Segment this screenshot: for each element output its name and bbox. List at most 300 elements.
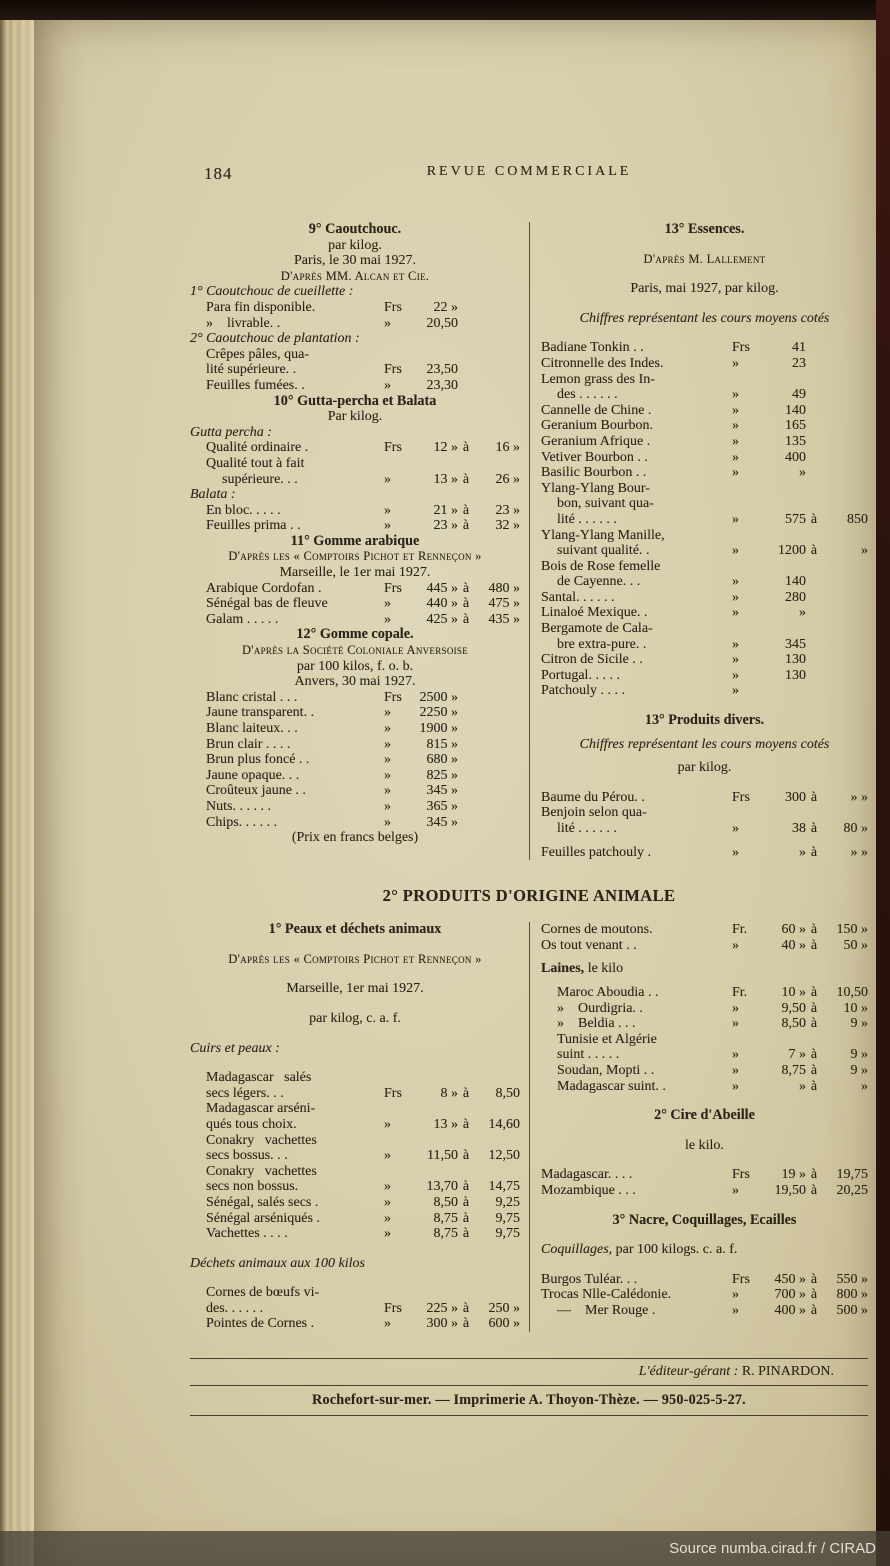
row-label: Feuilles prima . .	[206, 518, 301, 534]
range-separator: à	[462, 1300, 470, 1316]
range-separator: à	[810, 1047, 818, 1063]
footer-divider-middle	[190, 1385, 868, 1386]
row-label: » Ourdigria. .	[557, 1000, 643, 1016]
row-label: secs légers. . .	[206, 1085, 284, 1101]
price-value: 12 »	[433, 440, 458, 456]
price-row	[541, 1079, 868, 1095]
price-row-wrap	[190, 1101, 520, 1117]
price-row	[190, 1301, 520, 1317]
price-value: 280	[785, 589, 806, 605]
row-label: Maroc Aboudia . .	[557, 984, 659, 1000]
price-row-wrap	[190, 1070, 520, 1086]
price-row-wrap	[541, 481, 868, 497]
price-value: 135	[785, 433, 806, 449]
currency-unit: »	[732, 605, 739, 621]
row-label: bre extra-pure. .	[557, 636, 647, 652]
price-value: 345	[785, 636, 806, 652]
currency-unit: »	[732, 667, 739, 683]
row-label: Galam . . . . .	[206, 611, 279, 627]
currency-unit: »	[732, 418, 739, 434]
row-label: bon, suivant qua-	[557, 496, 654, 512]
italic-note: Chiffres représentant les cours moyens cotés	[579, 310, 830, 326]
currency-unit: Fr.	[732, 922, 748, 938]
range-separator: à	[810, 1302, 818, 1318]
price-value: »	[861, 543, 868, 559]
note-line: Par kilog.	[327, 409, 383, 425]
currency-unit: »	[732, 1287, 739, 1303]
price-row-wrap	[541, 621, 868, 637]
range-separator: à	[810, 821, 818, 836]
row-label: Brun clair . . . .	[206, 736, 291, 752]
row-label: Portugal. . . . .	[541, 667, 620, 683]
range-separator: à	[810, 844, 818, 860]
editor-label: L'éditeur-gérant :	[638, 1364, 742, 1380]
currency-unit: Fr.	[732, 984, 748, 1000]
price-value: 7 »	[788, 1047, 806, 1063]
row-label: Madagascar salés	[206, 1070, 312, 1086]
range-separator: à	[462, 502, 470, 518]
row-label: lité supérieure. .	[206, 362, 297, 378]
range-separator: à	[810, 984, 818, 1000]
price-value: 440 »	[426, 596, 458, 612]
price-value: 300	[785, 789, 806, 805]
group-label: 1° Caoutchouc de cueillette :	[190, 284, 354, 300]
note-line: Marseille, 1er mai 1927.	[286, 981, 424, 997]
currency-unit: »	[732, 683, 739, 699]
currency-unit: »	[732, 589, 739, 605]
price-row	[541, 605, 868, 621]
row-label: suint . . . . .	[557, 1047, 620, 1063]
currency-unit: »	[384, 1210, 391, 1226]
currency-unit: »	[384, 1116, 391, 1132]
price-value: 9 »	[850, 1062, 868, 1078]
range-separator: à	[462, 518, 470, 534]
row-label: Arabique Cordofan .	[206, 580, 322, 596]
note-line: le kilo.	[685, 1137, 724, 1153]
currency-unit: »	[384, 377, 391, 393]
range-separator: à	[462, 440, 470, 456]
price-row	[190, 300, 520, 316]
price-value: 480 »	[488, 580, 520, 596]
price-value: 9,50	[781, 1000, 806, 1016]
price-value: 140	[785, 574, 806, 590]
row-label: Sénégal, salés secs .	[206, 1194, 319, 1210]
price-row	[190, 440, 520, 456]
price-row	[541, 683, 868, 699]
range-separator: à	[462, 1116, 470, 1132]
page-content	[190, 164, 868, 1416]
price-value: 23	[792, 355, 806, 371]
currency-unit: »	[732, 574, 739, 590]
price-row	[541, 845, 868, 861]
label-rest: par 100 kilogs. c. a. f.	[612, 1242, 738, 1258]
price-row	[541, 1287, 868, 1303]
currency-unit: »	[732, 844, 739, 860]
price-value: 2250 »	[419, 705, 458, 721]
group-label: Gutta percha :	[190, 424, 272, 440]
price-row	[190, 596, 520, 612]
range-separator: à	[810, 1000, 818, 1016]
section-heading: 12° Gomme copale.	[296, 626, 414, 643]
price-row	[541, 356, 868, 372]
section-heading: 9° Caoutchouc.	[308, 221, 402, 237]
currency-unit: »	[384, 1226, 391, 1242]
price-value: » »	[850, 789, 868, 805]
price-row	[541, 790, 868, 806]
price-row	[541, 637, 868, 653]
row-label: Santal. . . . . .	[541, 589, 615, 605]
price-value: 23 »	[433, 518, 458, 534]
currency-unit: »	[384, 518, 391, 534]
label-rest: le kilo	[584, 961, 624, 977]
price-row	[541, 543, 868, 559]
price-value: 13 »	[433, 1116, 458, 1132]
price-row-wrap	[190, 1164, 520, 1180]
price-row	[190, 1195, 520, 1211]
currency-unit: »	[732, 1000, 739, 1016]
scan-edge-top	[0, 0, 890, 20]
top-left-column	[190, 222, 529, 860]
scan-edge-right	[876, 0, 890, 1566]
price-row	[541, 403, 868, 419]
price-value: »	[799, 844, 806, 860]
note-line: Marseille, le 1er mai 1927.	[279, 565, 431, 581]
range-separator: à	[462, 1226, 470, 1242]
currency-unit: Frs	[384, 440, 402, 456]
currency-unit: »	[732, 402, 739, 418]
row-label: Jaune transparent. .	[206, 705, 315, 721]
currency-unit: »	[732, 1078, 739, 1094]
row-label: » livrable. .	[206, 315, 281, 331]
attribution-line: D'après M. Lallement	[643, 251, 766, 266]
row-label: Madagascar. . . .	[541, 1167, 633, 1183]
price-value: 19,75	[836, 1167, 868, 1183]
row-label: Lemon grass des In-	[541, 371, 655, 387]
price-value: 8,75	[433, 1226, 458, 1242]
price-value: 23,30	[426, 377, 458, 393]
animal-products-heading: 2° PRODUITS D'ORIGINE ANIMALE	[382, 886, 676, 906]
price-row	[190, 316, 520, 332]
currency-unit: »	[732, 1182, 739, 1198]
currency-unit: »	[732, 511, 739, 527]
currency-unit: »	[384, 315, 391, 331]
row-label: Sénégal bas de fleuve	[206, 596, 328, 612]
currency-unit: »	[384, 798, 391, 814]
price-row-wrap	[190, 1133, 520, 1149]
section-heading: 2° Cire d'Abeille	[654, 1107, 755, 1124]
price-row	[190, 472, 520, 488]
attribution-line: D'après les « Comptoirs Pichot et Renneçon »	[228, 951, 482, 966]
row-label: Feuilles fumées. .	[206, 377, 305, 393]
page-header	[190, 164, 868, 186]
row-label: Jaune opaque. . .	[206, 767, 300, 783]
price-value: 345 »	[426, 814, 458, 830]
price-row	[541, 922, 868, 938]
animal-products-section	[190, 922, 868, 1332]
row-label: suivant qualité. .	[557, 543, 650, 559]
price-value: »	[799, 465, 806, 481]
range-separator: à	[810, 937, 818, 953]
row-label: Qualité ordinaire .	[206, 440, 309, 456]
price-value: 23,50	[426, 362, 458, 378]
price-value: » »	[850, 844, 868, 860]
range-separator: à	[462, 1210, 470, 1226]
attribution-line: D'après MM. Alcan et Cie.	[280, 268, 430, 283]
group-label: Cuirs et peaux :	[190, 1040, 280, 1056]
price-row-wrap	[190, 1285, 520, 1301]
price-row-wrap	[190, 456, 520, 472]
price-value: 16 »	[495, 440, 520, 456]
price-value: 10 »	[781, 984, 806, 1000]
currency-unit: »	[384, 1148, 391, 1164]
currency-unit: Frs	[732, 1167, 750, 1183]
range-separator: à	[810, 1182, 818, 1198]
price-row	[190, 581, 520, 597]
currency-unit: »	[384, 767, 391, 783]
currency-unit: »	[732, 433, 739, 449]
price-row	[190, 752, 520, 768]
row-label: qués tous choix.	[206, 1116, 297, 1132]
currency-unit: »	[384, 502, 391, 518]
price-value: 1200	[778, 543, 806, 559]
range-separator: à	[810, 1062, 818, 1078]
price-value: 130	[785, 667, 806, 683]
price-value: 250 »	[488, 1300, 520, 1316]
price-value: 21 »	[433, 502, 458, 518]
currency-unit: »	[732, 449, 739, 465]
vegetal-products-section	[190, 222, 868, 860]
price-row	[190, 737, 520, 753]
price-value: 800 »	[836, 1287, 868, 1303]
group-label	[541, 961, 868, 977]
row-label: » Beldia . . .	[557, 1016, 636, 1032]
row-label: Citron de Sicile . .	[541, 652, 643, 668]
price-row-wrap	[541, 528, 868, 544]
price-row	[541, 985, 868, 1001]
price-row-wrap	[541, 805, 868, 821]
paper-page	[34, 18, 877, 1566]
currency-unit: »	[732, 937, 739, 953]
price-value: »	[799, 1078, 806, 1094]
row-label: Crêpes pâles, qua-	[206, 346, 310, 362]
row-label: secs bossus. . .	[206, 1148, 288, 1164]
row-label: Ylang-Ylang Bour-	[541, 480, 650, 496]
price-value: 680 »	[426, 752, 458, 768]
editor-name: R. PINARDON.	[741, 1364, 834, 1380]
price-value: 49	[792, 387, 806, 403]
price-value: 8,75	[781, 1062, 806, 1078]
price-row	[190, 518, 520, 534]
currency-unit: »	[384, 721, 391, 736]
section-heading: 13° Produits divers.	[644, 712, 765, 729]
price-value: 1900 »	[419, 721, 458, 736]
currency-unit: Frs	[384, 580, 402, 596]
price-row	[190, 503, 520, 519]
range-separator: à	[810, 511, 818, 527]
row-label: Linaloé Mexique. .	[541, 605, 648, 621]
row-label: Citronnelle des Indes.	[541, 355, 664, 371]
row-label: Croûteux jaune . .	[206, 783, 306, 799]
price-value: 225 »	[426, 1300, 458, 1316]
price-row	[541, 938, 868, 954]
currency-unit: Frs	[384, 299, 402, 315]
price-row	[541, 652, 868, 668]
price-value: 475 »	[488, 596, 520, 612]
range-separator: à	[810, 1287, 818, 1303]
row-label: Qualité tout à fait	[206, 455, 305, 471]
row-label: secs non bossus.	[206, 1179, 299, 1195]
range-separator: à	[810, 1271, 818, 1287]
row-label: de Cayenne. . .	[557, 574, 641, 590]
row-label: Baume du Pérou. .	[541, 789, 645, 805]
row-label: Trocas Nlle-Calédonie.	[541, 1287, 672, 1303]
price-value: 600 »	[488, 1316, 520, 1332]
currency-unit: Frs	[732, 1271, 750, 1287]
price-value: 23 »	[495, 502, 520, 518]
editor-line	[190, 1364, 868, 1380]
row-label: Brun plus foncé . .	[206, 752, 310, 768]
range-separator: à	[462, 471, 470, 487]
currency-unit: »	[384, 1194, 391, 1210]
footer-divider-bottom	[190, 1415, 868, 1416]
price-value: 26 »	[495, 471, 520, 487]
row-label: Cornes de bœufs vi-	[206, 1285, 320, 1301]
price-value: 80 »	[843, 821, 868, 836]
price-value: 165	[785, 418, 806, 434]
row-label: Chips. . . . . .	[206, 814, 278, 830]
price-value: 425 »	[426, 611, 458, 627]
currency-unit: »	[732, 1047, 739, 1063]
price-value: 8 »	[440, 1085, 458, 1101]
range-separator: à	[462, 1148, 470, 1164]
price-row	[190, 768, 520, 784]
range-separator: à	[462, 1194, 470, 1210]
row-label: Vachettes . . . .	[206, 1226, 288, 1242]
note-line: (Prix en francs belges)	[291, 830, 419, 846]
footer-divider-top	[190, 1358, 868, 1359]
price-value: 700 »	[774, 1287, 806, 1303]
price-value: 19,50	[774, 1182, 806, 1198]
row-label: lité . . . . . .	[557, 821, 617, 836]
currency-unit: »	[732, 1302, 739, 1318]
currency-unit: »	[732, 821, 739, 836]
price-value: 400	[785, 449, 806, 465]
row-label: — Mer Rouge .	[557, 1302, 656, 1318]
watermark-text: Source numba.cirad.fr / CIRAD	[669, 1540, 876, 1557]
row-label: Sénégal arséniqués .	[206, 1210, 320, 1226]
price-row	[190, 1148, 520, 1164]
price-value: »	[799, 605, 806, 621]
price-value: »	[861, 1078, 868, 1094]
price-row	[190, 690, 520, 706]
price-value: 365 »	[426, 798, 458, 814]
label-lead: Laines,	[541, 961, 585, 977]
row-label: Pointes de Cornes .	[206, 1316, 315, 1332]
price-value: 19 »	[781, 1167, 806, 1183]
currency-unit: »	[384, 705, 391, 721]
price-row	[541, 1001, 868, 1017]
price-row	[541, 590, 868, 606]
row-label: Patchouly . . . .	[541, 683, 625, 699]
range-separator: à	[462, 580, 470, 596]
currency-unit: »	[732, 387, 739, 403]
price-value: 130	[785, 652, 806, 668]
price-row	[541, 1167, 868, 1183]
price-row-wrap	[541, 496, 868, 512]
range-separator: à	[810, 789, 818, 805]
currency-unit: »	[384, 736, 391, 752]
currency-unit: Frs	[732, 789, 750, 805]
price-value: 10,50	[836, 984, 868, 1000]
note-line: par kilog.	[328, 237, 382, 253]
range-separator: à	[810, 922, 818, 938]
row-label: Blanc cristal . . .	[206, 689, 298, 705]
row-label: Conakry vachettes	[206, 1163, 317, 1179]
price-row	[541, 387, 868, 403]
range-separator: à	[462, 1179, 470, 1195]
range-separator: à	[462, 611, 470, 627]
section-heading: 1° Peaux et déchets animaux	[268, 921, 442, 938]
group-label: Balata :	[190, 487, 236, 503]
group-label	[541, 1242, 868, 1258]
currency-unit: »	[384, 814, 391, 830]
price-row	[190, 1226, 520, 1242]
row-label: Cornes de moutons.	[541, 922, 653, 938]
price-value: 32 »	[495, 518, 520, 534]
currency-unit: »	[384, 596, 391, 612]
row-label: supérieure. . .	[222, 471, 298, 487]
price-value: 40 »	[781, 937, 806, 953]
row-label: Tunisie et Algérie	[557, 1031, 657, 1047]
top-right-column	[529, 222, 868, 860]
range-separator: à	[810, 1078, 818, 1094]
row-label: des. . . . . .	[206, 1300, 264, 1316]
price-row	[541, 668, 868, 684]
price-value: 345 »	[426, 783, 458, 799]
row-label: Bois de Rose femelle	[541, 558, 661, 574]
row-label: des . . . . . .	[557, 387, 618, 403]
price-value: 2500 »	[419, 689, 458, 705]
price-value: 450 »	[774, 1271, 806, 1287]
row-label: Geranium Bourbon.	[541, 418, 653, 434]
row-label: Cannelle de Chine .	[541, 402, 652, 418]
price-value: 9 »	[850, 1047, 868, 1063]
group-label: 2° Caoutchouc de plantation :	[190, 331, 360, 347]
price-value: 14,60	[488, 1116, 520, 1132]
row-label: Conakry vachettes	[206, 1132, 317, 1148]
price-row	[190, 799, 520, 815]
section-heading: 13° Essences.	[664, 221, 745, 237]
price-value: 8,75	[433, 1210, 458, 1226]
row-label: Geranium Afrique .	[541, 433, 651, 449]
price-value: 815 »	[426, 736, 458, 752]
row-label: Os tout venant . .	[541, 937, 637, 953]
price-value: 400 »	[774, 1302, 806, 1318]
range-separator: à	[462, 596, 470, 612]
row-label: Mozambique . . .	[541, 1182, 636, 1198]
price-row	[190, 705, 520, 721]
currency-unit: »	[732, 1016, 739, 1032]
price-value: 14,75	[488, 1179, 520, 1195]
price-value: 9,75	[495, 1226, 520, 1242]
currency-unit: »	[732, 652, 739, 668]
price-value: 8,50	[495, 1085, 520, 1101]
currency-unit: »	[384, 471, 391, 487]
price-value: 9,75	[495, 1210, 520, 1226]
price-row	[541, 1183, 868, 1199]
currency-unit: »	[732, 355, 739, 371]
row-label: Vetiver Bourbon . .	[541, 449, 648, 465]
